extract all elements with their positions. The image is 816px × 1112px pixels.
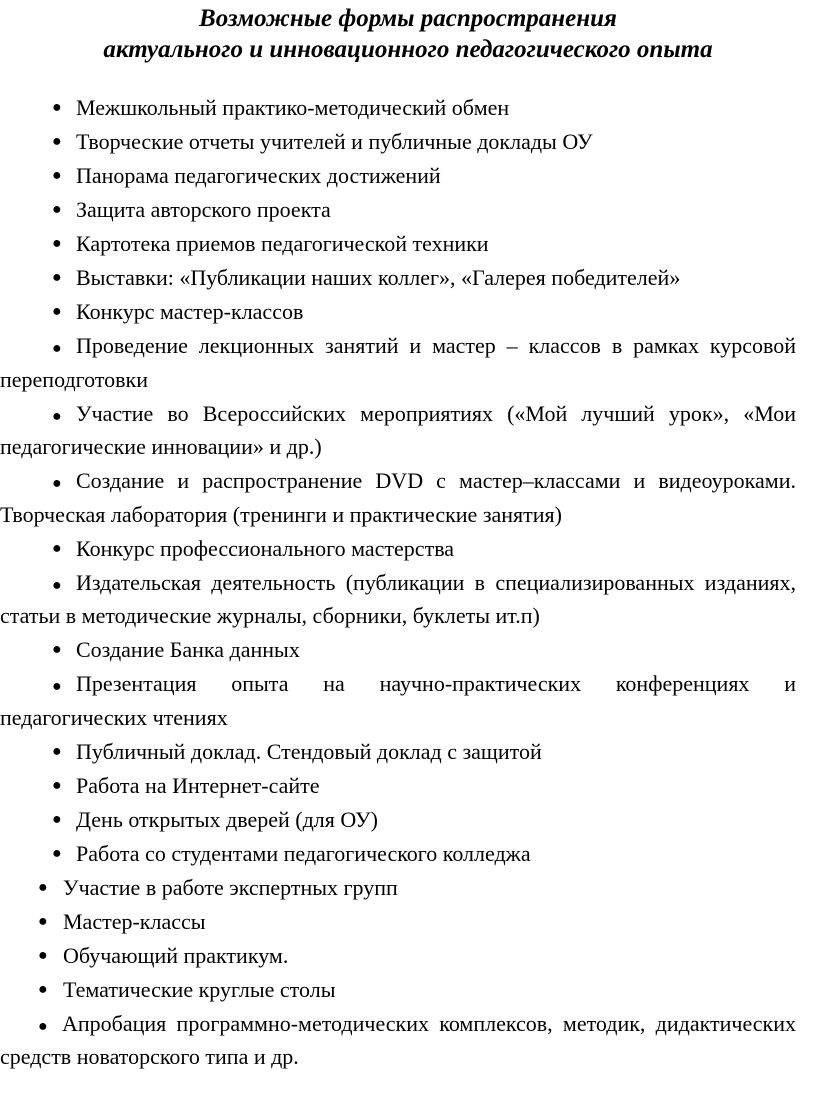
list-item-text: Участие во Всероссийских мероприятиях («Мой лучший урок», «Мои педагогические инновации» и др.) [0, 400, 796, 459]
list-item-text: Публичный доклад. Стендовый доклад с защитой [76, 738, 542, 764]
list-item [0, 873, 796, 904]
page-title [0, 0, 816, 65]
list-item [0, 229, 796, 260]
bullet-icon: ● [52, 235, 62, 252]
title-line-1: Возможные формы распространения [199, 5, 617, 32]
list-item-text: Проведение лекционных занятий и мастер – классов в рамках курсовой переподготовки [0, 333, 796, 392]
list-item-text: Создание Банка данных [76, 637, 300, 662]
list-item-text: Межшкольный практико-методический обмен [76, 95, 510, 120]
title-line-2: актуального и инновационного педагогического опыта [103, 36, 713, 63]
list-item [0, 669, 796, 733]
list-item-text: Картотека приемов педагогической техники [76, 231, 489, 256]
list-item [0, 568, 796, 632]
list-item-text: Конкурс профессионального мастерства [76, 535, 455, 561]
bullet-icon: ● [52, 641, 62, 658]
bullet-icon: ● [52, 201, 62, 218]
bullet-icon: ● [52, 539, 62, 557]
bullet-icon: ● [52, 133, 62, 150]
bullet-icon: ● [52, 303, 62, 320]
bullet-icon: ● [38, 878, 48, 896]
list-item-text: Обучающий практикум. [63, 942, 289, 968]
list-item [0, 907, 796, 938]
bullet-icon: ● [52, 407, 62, 425]
list-item-text: Творческие отчеты учителей и публичные доклады ОУ [76, 129, 593, 154]
list-item-text: Участие в работе экспертных групп [63, 874, 398, 900]
list-item-text: Тематические круглые столы [63, 976, 336, 1002]
list-item [0, 941, 796, 972]
list-item [0, 161, 796, 192]
bullet-icon: ● [38, 980, 48, 998]
list-item [0, 331, 796, 395]
bullet-icon: ● [52, 776, 62, 794]
list-item-text: Работа на Интернет-сайте [76, 772, 320, 798]
list-item-text: Презентация опыта на научно-практических конференциях и педагогических чтениях [0, 671, 796, 730]
list-item [0, 771, 796, 802]
forms-list [0, 93, 796, 1076]
list-item [0, 195, 796, 226]
list-item-text: Выставки: «Публикации наших коллег», «Галерея победителей» [76, 265, 681, 290]
list-item [0, 127, 796, 158]
list-item [0, 1009, 796, 1073]
bullet-icon: ● [52, 576, 62, 594]
bullet-icon: ● [52, 844, 62, 862]
list-item [0, 737, 796, 768]
bullet-icon: ● [52, 99, 62, 116]
list-item-text: Апробация программно-методических комплексов, методик, дидактических средств новаторского типа и др. [0, 1010, 796, 1069]
list-item [0, 399, 796, 463]
list-item-text: Панорама педагогических достижений [76, 163, 441, 188]
bullet-icon: ● [38, 912, 48, 930]
bullet-icon: ● [38, 1017, 48, 1035]
list-item-text: Мастер-классы [63, 908, 206, 934]
list-item [0, 263, 796, 294]
list-item [0, 975, 796, 1006]
bullet-icon: ● [52, 269, 62, 286]
bullet-icon: ● [52, 475, 62, 492]
bullet-icon: ● [52, 810, 62, 828]
list-item [0, 635, 796, 666]
list-item-text: Работа со студентами педагогического колледжа [76, 840, 531, 866]
list-item [0, 839, 796, 870]
bullet-icon: ● [52, 340, 62, 357]
list-item-text: Конкурс мастер-классов [76, 299, 304, 324]
bullet-icon: ● [52, 167, 62, 184]
list-item [0, 297, 796, 328]
list-item-text: День открытых дверей (для ОУ) [76, 806, 378, 832]
list-item [0, 805, 796, 836]
list-item-text: Создание и распространение DVD с мастер–классами и видеоуроками. Творческая лаборатория (тренинги и практические занятия) [0, 468, 796, 527]
list-item [0, 534, 796, 565]
bullet-icon: ● [52, 742, 62, 760]
bullet-icon: ● [52, 678, 62, 695]
list-item-text: Защита авторского проекта [76, 197, 331, 222]
list-item-text: Издательская деятельность (публикации в специализированных изданиях, статьи в методические журналы, сборники, буклеты ит.п) [0, 569, 796, 628]
bullet-icon: ● [38, 946, 48, 964]
list-item [0, 466, 796, 530]
list-item [0, 93, 796, 124]
